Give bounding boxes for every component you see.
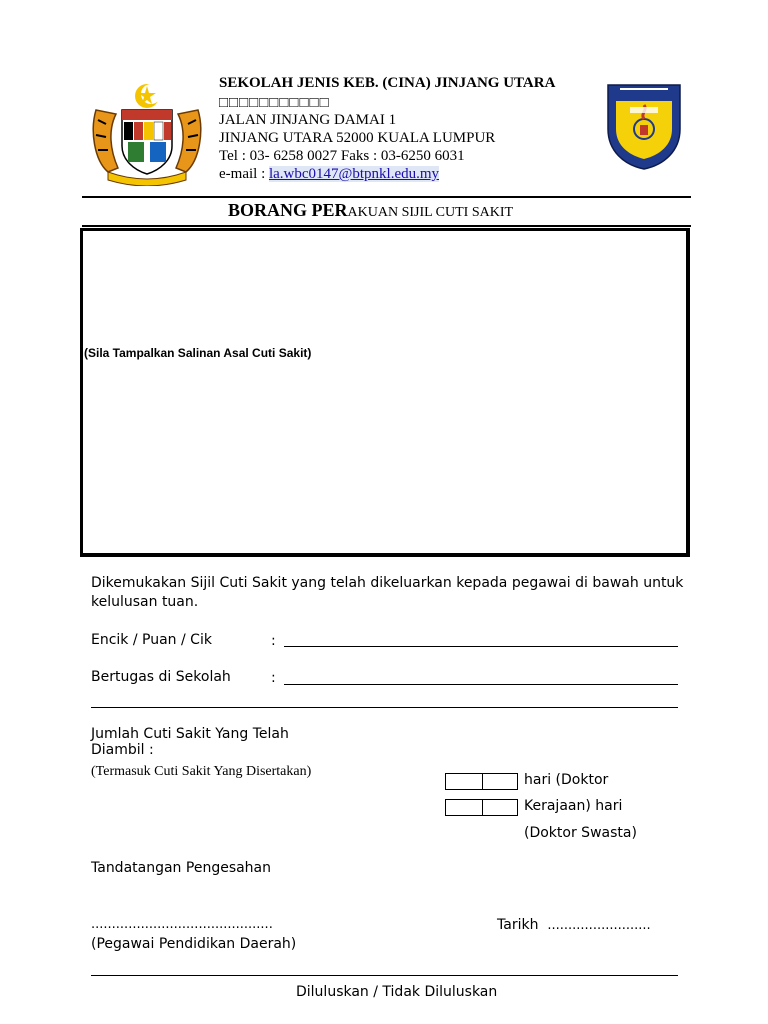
attachment-instruction: (Sila Tampalkan Salinan Asal Cuti Sakit) — [84, 346, 312, 360]
private-doctor-days-box-2[interactable] — [482, 799, 518, 816]
email-line — [219, 165, 439, 183]
phone-fax-line: Tel : 03- 6258 0027 Faks : 03-6250 6031 — [219, 148, 465, 164]
school-colon: : — [271, 670, 276, 686]
signature-label: Tandatangan Pengesahan — [91, 860, 272, 876]
form-title-large: BORANG PER — [228, 200, 348, 220]
bottom-divider — [91, 975, 678, 976]
private-doctor-days-box-1[interactable] — [445, 799, 483, 816]
date-label-text: Tarikh — [497, 917, 539, 933]
header-divider — [82, 196, 691, 198]
gov-doctor-days-box-1[interactable] — [445, 773, 483, 790]
name-input-line[interactable] — [284, 646, 678, 647]
form-title-small: AKUAN SIJIL CUTI SAKIT — [347, 205, 514, 220]
total-leave-label-line1: Jumlah Cuti Sakit Yang Telah — [91, 726, 289, 742]
total-leave-note: (Termasuk Cuti Sakit Yang Disertakan) — [91, 764, 312, 779]
gov-doctor-days-box-2[interactable] — [482, 773, 518, 790]
coat-of-arms-logo — [88, 80, 206, 186]
certificate-attachment-box — [80, 228, 690, 557]
name-colon: : — [271, 633, 276, 649]
days-label-row3: (Doktor Swasta) — [524, 825, 637, 841]
officer-label: (Pegawai Pendidikan Daerah) — [91, 936, 297, 952]
school-label: Bertugas di Sekolah — [91, 669, 231, 685]
date-label — [497, 917, 651, 933]
form-title — [228, 200, 513, 221]
address-line-2: JINJANG UTARA 52000 KUALA LUMPUR — [219, 130, 496, 146]
total-leave-label-line2: Diambil : — [91, 742, 154, 758]
title-divider — [82, 225, 691, 227]
school-name-chinese: □□□□□□□□□□□ — [219, 95, 330, 111]
email-link[interactable]: la.wbc0147@btpnkl.edu.my — [268, 166, 440, 182]
email-label: e-mail : — [219, 166, 269, 182]
address-line-1: JALAN JINJANG DAMAI 1 — [219, 112, 397, 128]
days-label-row1: hari (Doktor — [524, 772, 609, 788]
intro-text: Dikemukakan Sijil Cuti Sakit yang telah dikeluarkan kepada pegawai di bawah untuk kelulusan tuan. — [91, 575, 684, 610]
days-label-row2: Kerajaan) hari — [524, 798, 623, 814]
name-label: Encik / Puan / Cik — [91, 632, 212, 648]
signature-dots[interactable]: ............................................ — [91, 917, 273, 932]
date-dots[interactable]: ......................... — [547, 918, 651, 933]
section-divider — [91, 707, 678, 708]
approval-text: Diluluskan / Tidak Diluluskan — [296, 984, 498, 1000]
school-name: SEKOLAH JENIS KEB. (CINA) JINJANG UTARA — [219, 75, 556, 91]
school-input-line[interactable] — [284, 684, 678, 685]
school-crest-logo — [604, 79, 684, 171]
